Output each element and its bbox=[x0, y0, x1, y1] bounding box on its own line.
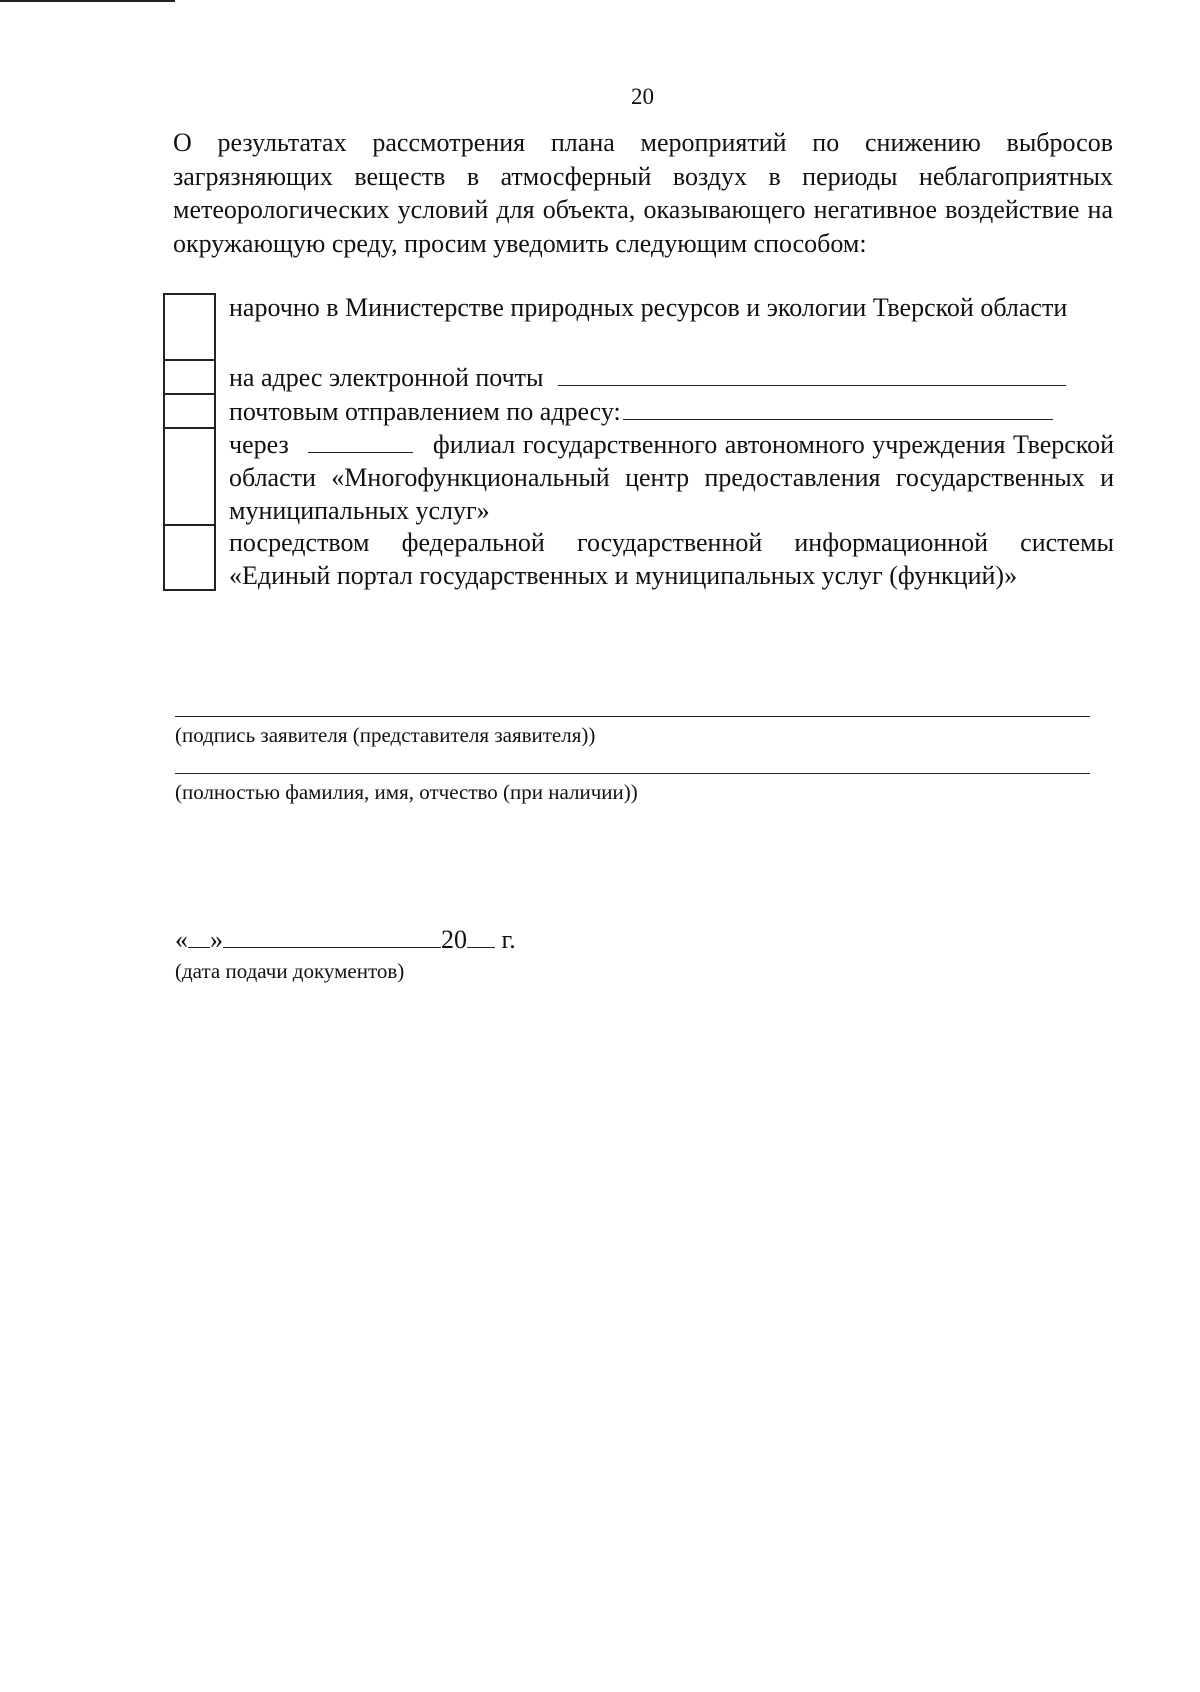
option-mfc bbox=[229, 428, 1114, 527]
checkbox-separator bbox=[165, 427, 214, 429]
month-blank-line bbox=[223, 946, 441, 948]
option-post bbox=[229, 395, 1114, 428]
option-email-label: на адрес электронной почты bbox=[229, 363, 544, 392]
option-portal: посредством федеральной государственной информационной системы «Единый портал государственных и муниципальных услуг (функций)» bbox=[229, 528, 1114, 590]
checkbox-separator bbox=[165, 359, 214, 361]
option-email bbox=[229, 361, 1114, 394]
option-mfc-prefix: через bbox=[229, 430, 289, 459]
page-number: 20 bbox=[631, 84, 654, 109]
scan-edge-line bbox=[0, 0, 175, 2]
year-prefix: 20 bbox=[441, 925, 467, 954]
year-blank-line bbox=[467, 946, 495, 948]
option-in-person: нарочно в Министерстве природных ресурсов и экологии Тверской области bbox=[229, 293, 1068, 322]
notification-intro-paragraph: О результатах рассмотрения плана мероприятий по снижению выбросов загрязняющих веществ в атмосферный воздух в периоды неблагоприятных метеорологических условий для объекта, оказывающего негативное воздействие на окружающую среду, просим уведомить следующим способом: bbox=[173, 128, 1113, 258]
option-post-label: почтовым отправлением по адресу: bbox=[229, 397, 621, 426]
mfc-branch-blank-line bbox=[308, 451, 413, 453]
date-close-quote: » bbox=[210, 925, 223, 954]
signature-line bbox=[175, 716, 1090, 717]
year-suffix: г. bbox=[501, 925, 516, 954]
email-blank-line bbox=[558, 384, 1066, 386]
post-address-blank-line bbox=[623, 418, 1053, 420]
checkbox-separator bbox=[165, 524, 214, 526]
submission-date-caption: (дата подачи документов) bbox=[175, 959, 405, 983]
signature-caption: (подпись заявителя (представителя заявителя)) bbox=[175, 723, 596, 747]
date-open-quote: « bbox=[175, 925, 188, 954]
checkbox-separator bbox=[165, 393, 214, 395]
full-name-line bbox=[175, 773, 1090, 774]
day-blank-line bbox=[188, 946, 210, 948]
notification-method-checkbox-column bbox=[163, 293, 216, 591]
submission-date bbox=[175, 925, 516, 955]
option-mfc-label: филиал государственного автономного учреждения Тверской области «Многофункциональный центр предоставления государственных и муниципальных услуг» bbox=[229, 430, 1115, 525]
full-name-caption: (полностью фамилия, имя, отчество (при наличии)) bbox=[175, 780, 638, 804]
